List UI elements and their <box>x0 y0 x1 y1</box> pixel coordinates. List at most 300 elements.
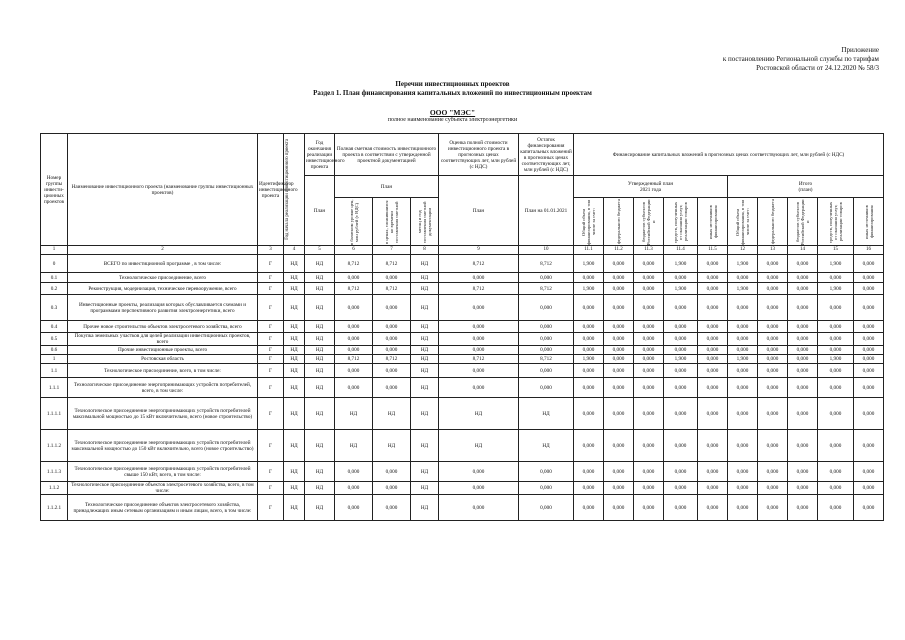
row-value: 0,000 <box>854 321 884 333</box>
row-value: 0,000 <box>854 495 884 521</box>
row-value: 0,000 <box>335 462 373 482</box>
row-value: 0,000 <box>519 273 574 283</box>
row-value: 0,000 <box>698 321 728 333</box>
row-value: 0,000 <box>604 364 634 378</box>
header-approved-plan: Утвержденный план 2021 года <box>574 176 728 198</box>
column-number: 16 <box>854 246 884 255</box>
row-value: 1,900 <box>664 255 698 273</box>
row-value: НД <box>305 462 335 482</box>
row-value: 0,000 <box>604 295 634 321</box>
header-col-11-2: федерального бюджета <box>604 198 634 246</box>
row-value: 0,000 <box>788 333 818 346</box>
row-value: 1,900 <box>728 283 758 295</box>
row-value: 0,000 <box>335 321 373 333</box>
row-value: 0,000 <box>698 495 728 521</box>
row-value: 0,000 <box>634 295 664 321</box>
row-value: 0,000 <box>604 273 634 283</box>
row-value: 0,000 <box>698 430 728 462</box>
row-number: 1.1.2 <box>41 482 68 495</box>
row-value: 8,712 <box>519 255 574 273</box>
row-value: 0,000 <box>788 321 818 333</box>
row-value: НД <box>411 482 439 495</box>
table-header <box>41 134 884 255</box>
header-col-7: в ценах, сложившихся ко времени составления сметной <box>373 198 411 246</box>
row-value: 0,000 <box>335 364 373 378</box>
row-value: 0,000 <box>664 273 698 283</box>
row-value: 0,000 <box>373 462 411 482</box>
row-number: 1.1.2.1 <box>41 495 68 521</box>
row-value: 0,000 <box>574 495 604 521</box>
row-value: 0,000 <box>335 346 373 355</box>
header-col-11-1: Общий объем финансирования, в том числе за счет: <box>574 198 604 246</box>
row-value: НД <box>305 495 335 521</box>
row-value: НД <box>284 333 305 346</box>
row-value: 0,000 <box>574 333 604 346</box>
row-number: 0 <box>41 255 68 273</box>
row-value: 0,000 <box>604 321 634 333</box>
row-value: 0,000 <box>634 346 664 355</box>
row-value: 8,712 <box>519 355 574 364</box>
row-value: 8,712 <box>335 355 373 364</box>
column-number: 13 <box>758 246 788 255</box>
row-value: 0,000 <box>758 255 788 273</box>
row-value: Г <box>258 255 284 273</box>
row-value: НД <box>519 430 574 462</box>
row-value: 1,900 <box>728 255 758 273</box>
row-value: 0,000 <box>604 495 634 521</box>
row-value: 0,000 <box>818 295 854 321</box>
column-number-row <box>41 246 884 255</box>
row-value: 0,000 <box>758 321 788 333</box>
row-value: 0,000 <box>758 273 788 283</box>
table-row <box>41 283 884 295</box>
table-row <box>41 430 884 462</box>
header-col-11-5: иных источников финансирования <box>698 198 728 246</box>
row-name: Ростовская область <box>68 355 258 364</box>
row-value: 0,000 <box>854 378 884 398</box>
row-value: 0,000 <box>634 321 664 333</box>
row-value: 8,712 <box>439 255 519 273</box>
header-eval-cost: Оценка полной стоимости инвестиционного проекта в прогнозных ценах соответствующих лет, млн рублей (с НДС) <box>439 134 519 176</box>
row-value: Г <box>258 355 284 364</box>
row-value: 0,000 <box>758 364 788 378</box>
row-value: НД <box>284 355 305 364</box>
row-value: 0,000 <box>854 273 884 283</box>
row-value: 8,712 <box>373 283 411 295</box>
row-value: 0,000 <box>574 321 604 333</box>
row-value: 0,000 <box>373 378 411 398</box>
row-value: 0,000 <box>373 495 411 521</box>
row-value: 0,000 <box>574 482 604 495</box>
row-number: 1.1.1 <box>41 378 68 398</box>
header-total: Итого (план) <box>728 176 884 198</box>
row-value: 8,712 <box>373 255 411 273</box>
row-value: 0,000 <box>574 398 604 430</box>
row-value: НД <box>411 462 439 482</box>
row-value: 0,000 <box>664 398 698 430</box>
row-value: 0,000 <box>634 462 664 482</box>
row-name: Инвестиционные проекты, реализация которых обуславливается схемами и программами перспективного развития электроэнергетики, всего <box>68 295 258 321</box>
row-value: 0,000 <box>604 333 634 346</box>
row-value: 0,000 <box>604 398 634 430</box>
row-value: 0,000 <box>439 346 519 355</box>
header-year-end-plan: План <box>305 176 335 246</box>
row-name: Технологическое присоединение энергопринимающих устройств потребителей, всего, в том числе: <box>68 378 258 398</box>
row-value: НД <box>305 255 335 273</box>
row-value: НД <box>439 430 519 462</box>
row-value: НД <box>284 364 305 378</box>
header-full-cost-plan: План <box>335 176 439 198</box>
header-col-13: федерального бюджета <box>758 198 788 246</box>
row-value: 0,000 <box>818 495 854 521</box>
row-value: 0,000 <box>664 378 698 398</box>
row-value: 0,000 <box>698 273 728 283</box>
row-value: 0,000 <box>728 333 758 346</box>
row-value: 0,000 <box>574 378 604 398</box>
column-number: 11.3 <box>634 246 664 255</box>
row-value: НД <box>411 333 439 346</box>
row-value: 0,000 <box>634 333 664 346</box>
row-value: 0,000 <box>519 346 574 355</box>
column-number: 10 <box>519 246 574 255</box>
row-value: 0,000 <box>634 482 664 495</box>
row-value: НД <box>305 430 335 462</box>
row-value: 0,000 <box>854 430 884 462</box>
column-number: 2 <box>68 246 258 255</box>
table-row <box>41 321 884 333</box>
organization-name: ООО "МЭС" <box>429 108 476 117</box>
row-value: НД <box>373 430 411 462</box>
row-value: 0,000 <box>854 462 884 482</box>
row-value: 8,712 <box>335 283 373 295</box>
row-value: 0,000 <box>664 495 698 521</box>
header-remain-cost: Остаток финансирования капитальных вложений в прогнозных ценах соответствующих лет, млн рублей (с НДС) <box>519 134 574 176</box>
row-value: 0,000 <box>519 295 574 321</box>
row-value: 0,000 <box>335 495 373 521</box>
investment-table <box>40 133 884 521</box>
row-value: 0,000 <box>574 430 604 462</box>
row-value: НД <box>284 321 305 333</box>
table-row <box>41 462 884 482</box>
row-value: НД <box>411 398 439 430</box>
row-value: 0,000 <box>373 273 411 283</box>
row-value: НД <box>305 398 335 430</box>
row-name: Прочие инвестиционные проекты, всего <box>68 346 258 355</box>
row-value: 0,000 <box>519 482 574 495</box>
row-value: 0,000 <box>758 283 788 295</box>
row-value: НД <box>284 482 305 495</box>
row-value: 0,000 <box>788 346 818 355</box>
row-value: Г <box>258 462 284 482</box>
row-value: Г <box>258 283 284 295</box>
row-value: 0,000 <box>788 364 818 378</box>
row-number: 1.1.1.1 <box>41 398 68 430</box>
header-project-id: Идентификатор инвестиционного проекта <box>258 134 284 246</box>
appendix-block <box>619 46 879 73</box>
row-value: 0,000 <box>373 333 411 346</box>
row-value: 1,900 <box>664 283 698 295</box>
column-number: 4 <box>284 246 305 255</box>
row-value: Г <box>258 346 284 355</box>
row-value: НД <box>305 333 335 346</box>
row-value: 0,000 <box>728 482 758 495</box>
column-number: 5 <box>305 246 335 255</box>
table-row <box>41 273 884 283</box>
column-number: 3 <box>258 246 284 255</box>
row-value: 0,000 <box>519 495 574 521</box>
row-value: 0,000 <box>604 482 634 495</box>
row-value: 0,000 <box>634 364 664 378</box>
column-number: 9 <box>439 246 519 255</box>
row-value: 0,000 <box>664 364 698 378</box>
row-value: НД <box>284 295 305 321</box>
row-value: НД <box>411 283 439 295</box>
column-number: 6 <box>335 246 373 255</box>
row-number: 1 <box>41 355 68 364</box>
row-value: НД <box>411 364 439 378</box>
row-value: 0,000 <box>758 295 788 321</box>
row-value: 0,000 <box>758 346 788 355</box>
row-value: 0,000 <box>439 295 519 321</box>
row-value: 0,000 <box>728 295 758 321</box>
row-value: 0,000 <box>854 283 884 295</box>
table-row <box>41 398 884 430</box>
column-number: 11.4 <box>664 246 698 255</box>
row-number: 1.1 <box>41 364 68 378</box>
row-value: 0,000 <box>854 255 884 273</box>
row-value: 0,000 <box>664 430 698 462</box>
row-value: 0,000 <box>758 378 788 398</box>
row-value: 0,000 <box>728 346 758 355</box>
row-value: 1,900 <box>574 255 604 273</box>
row-value: НД <box>284 378 305 398</box>
row-value: НД <box>373 398 411 430</box>
row-value: НД <box>305 321 335 333</box>
row-value: 0,000 <box>664 321 698 333</box>
row-value: 0,000 <box>604 255 634 273</box>
row-value: 0,000 <box>788 398 818 430</box>
row-value: 1,900 <box>664 355 698 364</box>
row-value: 0,000 <box>758 355 788 364</box>
row-name: Технологическое присоединение, всего, в том числе: <box>68 364 258 378</box>
row-value: 1,900 <box>574 283 604 295</box>
row-value: 0,000 <box>634 255 664 273</box>
row-value: 0,000 <box>788 295 818 321</box>
row-value: НД <box>305 378 335 398</box>
row-number: 0.6 <box>41 346 68 355</box>
header-col-15: средств, полученных от оказания услуг, реализации товаров <box>818 198 854 246</box>
column-number: 1 <box>41 246 68 255</box>
row-value: 0,000 <box>818 398 854 430</box>
row-value: 0,000 <box>664 295 698 321</box>
row-value: 0,000 <box>854 482 884 495</box>
row-value: 0,000 <box>634 355 664 364</box>
row-value: НД <box>411 378 439 398</box>
row-value: 0,000 <box>439 378 519 398</box>
row-value: 0,000 <box>604 283 634 295</box>
column-number: 11.5 <box>698 246 728 255</box>
column-number: 11.2 <box>604 246 634 255</box>
row-number: 1.1.1.3 <box>41 462 68 482</box>
row-value: 0,000 <box>698 283 728 295</box>
row-value: 0,000 <box>818 346 854 355</box>
row-number: 1.1.1.2 <box>41 430 68 462</box>
row-value: 0,000 <box>818 273 854 283</box>
row-name: Технологическое присоединение энергопринимающих устройств потребителей максимальной мощностью до 150 кВт включительно, всего (новое строительство) <box>68 430 258 462</box>
table-row <box>41 346 884 355</box>
row-value: 0,000 <box>854 346 884 355</box>
column-number: 8 <box>411 246 439 255</box>
row-value: 0,000 <box>519 364 574 378</box>
row-value: 0,000 <box>574 273 604 283</box>
row-value: 0,000 <box>634 430 664 462</box>
row-value: НД <box>284 495 305 521</box>
row-name: Реконструкция, модернизация, техническое перевооружение, всего <box>68 283 258 295</box>
row-value: 0,000 <box>439 273 519 283</box>
row-value: 0,000 <box>698 462 728 482</box>
row-name: Технологическое присоединение объектов электросетевого хозяйства, всего, в том числе: <box>68 482 258 495</box>
row-value: 8,712 <box>335 255 373 273</box>
row-value: НД <box>411 321 439 333</box>
row-value: 8,712 <box>439 355 519 364</box>
row-value: 0,000 <box>574 346 604 355</box>
row-value: 0,000 <box>788 482 818 495</box>
row-value: 0,000 <box>728 273 758 283</box>
column-number: 12 <box>728 246 758 255</box>
row-value: НД <box>305 482 335 495</box>
row-value: 0,000 <box>335 273 373 283</box>
row-value: 0,000 <box>373 364 411 378</box>
row-value: 0,000 <box>698 482 728 495</box>
row-number: 0.2 <box>41 283 68 295</box>
row-number: 0.1 <box>41 273 68 283</box>
row-value: Г <box>258 430 284 462</box>
row-value: 0,000 <box>728 495 758 521</box>
row-value: 0,000 <box>604 346 634 355</box>
appendix-line-1: Приложение <box>841 46 879 54</box>
header-eval-cost-plan: План <box>439 176 519 246</box>
row-value: 0,000 <box>854 398 884 430</box>
row-name: ВСЕГО по инвестиционной программе , в том числе: <box>68 255 258 273</box>
row-value: 0,000 <box>788 430 818 462</box>
row-value: 0,000 <box>373 321 411 333</box>
row-value: Г <box>258 364 284 378</box>
row-value: НД <box>284 255 305 273</box>
header-col-12: Общий объем финансирования, в том числе за счет: <box>728 198 758 246</box>
header-full-cost: Полная сметная стоимость инвестиционного проекта в соответствии с утвержденной проектной документацией <box>335 134 439 176</box>
row-value: 0,000 <box>728 398 758 430</box>
table-row <box>41 364 884 378</box>
row-value: 0,000 <box>818 430 854 462</box>
row-value: 0,000 <box>519 462 574 482</box>
row-value: 0,000 <box>758 333 788 346</box>
row-name: Технологическое присоединение объектов электросетевого хозяйства, принадлежащих иным сетевым организациям и иным лицам, всего, в том числе: <box>68 495 258 521</box>
row-value: 0,000 <box>519 321 574 333</box>
row-name: Технологическое присоединение энергопринимающих устройств потребителей максимальной мощностью до 15 кВт включительно, всего (новое строительство) <box>68 398 258 430</box>
row-value: 0,000 <box>439 482 519 495</box>
table-body <box>41 255 884 521</box>
row-value: 0,000 <box>634 495 664 521</box>
row-value: 0,000 <box>634 398 664 430</box>
row-value: 0,000 <box>439 495 519 521</box>
row-value: 0,000 <box>519 378 574 398</box>
row-value: 0,000 <box>818 482 854 495</box>
row-value: 0,000 <box>788 462 818 482</box>
row-value: 1,900 <box>728 355 758 364</box>
row-value: 0,000 <box>788 283 818 295</box>
row-value: 0,000 <box>758 495 788 521</box>
row-value: НД <box>284 430 305 462</box>
organization-caption: полное наименование субъекта электроэнергетики <box>387 117 518 123</box>
table-row <box>41 333 884 346</box>
table-row <box>41 495 884 521</box>
row-value: Г <box>258 482 284 495</box>
row-value: 0,000 <box>664 482 698 495</box>
row-value: 0,000 <box>758 462 788 482</box>
header-col-14: бюджетов субъектов Российской Федерации и <box>788 198 818 246</box>
row-value: 0,000 <box>634 273 664 283</box>
row-value: Г <box>258 321 284 333</box>
row-value: 0,000 <box>788 495 818 521</box>
header-col-11-3: бюджетов субъектов Российской Федерации и <box>634 198 664 246</box>
row-value: Г <box>258 495 284 521</box>
table-row <box>41 295 884 321</box>
row-value: НД <box>305 283 335 295</box>
row-value: 0,000 <box>758 482 788 495</box>
row-value: НД <box>439 398 519 430</box>
row-value: 0,000 <box>698 346 728 355</box>
row-value: 0,000 <box>818 321 854 333</box>
row-value: 0,000 <box>728 430 758 462</box>
row-value: НД <box>284 283 305 295</box>
row-name: Покупка земельных участков для целей реализации инвестиционных проектов, всего <box>68 333 258 346</box>
row-value: 0,000 <box>373 295 411 321</box>
row-value: 0,000 <box>335 295 373 321</box>
row-value: НД <box>411 273 439 283</box>
header-year-start: Год начала реализации инвестиционного проекта <box>284 134 305 246</box>
row-value: 0,000 <box>728 378 758 398</box>
column-number: 11.1 <box>574 246 604 255</box>
row-value: 0,000 <box>788 273 818 283</box>
row-value: Г <box>258 273 284 283</box>
row-value: 0,000 <box>664 462 698 482</box>
column-number: 15 <box>818 246 854 255</box>
row-value: НД <box>519 398 574 430</box>
row-value: 0,000 <box>818 462 854 482</box>
section-title: Раздел 1. План финансирования капитальных вложений по инвестиционным проектам <box>313 89 592 97</box>
row-value: 0,000 <box>574 462 604 482</box>
row-value: 0,000 <box>519 333 574 346</box>
row-value: НД <box>305 364 335 378</box>
row-value: 0,000 <box>634 378 664 398</box>
row-value: 0,000 <box>728 364 758 378</box>
header-remain-cost-plan: План на 01.01.2021 <box>519 176 574 246</box>
row-value: 0,000 <box>604 462 634 482</box>
header-financing: Финансирование капитальных вложений в прогнозных ценах соответствующих лет, млн рублей (с НДС) <box>574 134 884 176</box>
row-value: 0,000 <box>335 482 373 495</box>
row-value: 0,000 <box>698 355 728 364</box>
row-value: 0,000 <box>728 462 758 482</box>
row-value: 0,000 <box>854 355 884 364</box>
row-value: 1,900 <box>818 255 854 273</box>
appendix-line-3: Ростовской области от 24.12.2020 № 58/3 <box>756 64 879 72</box>
header-group-number: Номер группы инвести-ционных проектов <box>41 134 68 246</box>
row-value: 0,000 <box>854 295 884 321</box>
row-value: НД <box>411 355 439 364</box>
row-value: 0,000 <box>818 378 854 398</box>
row-value: 0,000 <box>788 255 818 273</box>
row-value: Г <box>258 378 284 398</box>
